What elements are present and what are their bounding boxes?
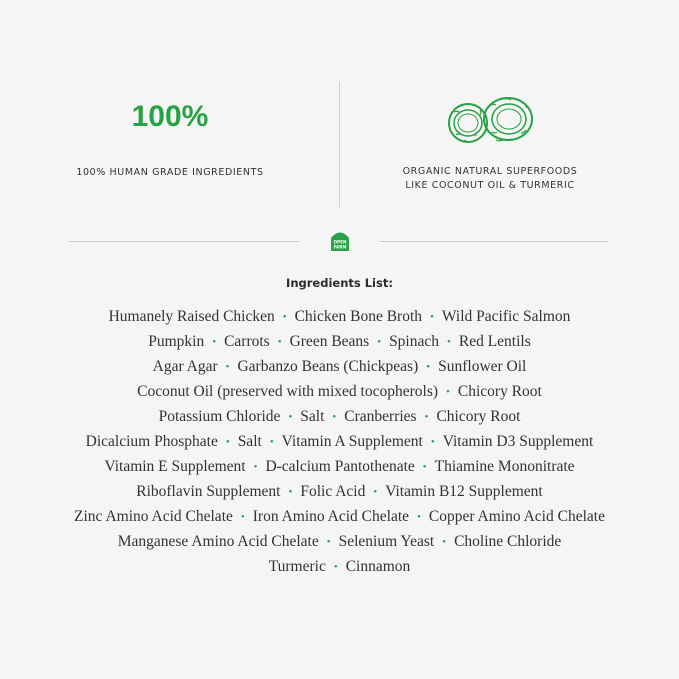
ingredients-list — [0, 304, 679, 579]
ingredient-item: Coconut Oil (preserved with mixed tocopherols) — [137, 383, 439, 400]
caption-line: ORGANIC NATURAL SUPERFOODS — [402, 166, 578, 177]
ingredient-row — [0, 329, 679, 354]
ingredient-item: Red Lentils — [458, 333, 531, 350]
bullet-separator: • — [269, 436, 274, 448]
ingredient-item: Riboflavin Supplement — [136, 483, 281, 500]
ingredient-item: Chicken Bone Broth — [294, 308, 423, 325]
ingredient-item: Spinach — [389, 333, 439, 350]
ingredient-item: Wild Pacific Salmon — [441, 308, 571, 325]
ingredient-item: Cranberries — [344, 408, 417, 425]
divider-left — [68, 241, 300, 242]
ingredient-item: Sunflower Oil — [438, 358, 527, 375]
ingredient-item: Chicory Root — [457, 383, 542, 400]
ingredient-item: Potassium Chloride — [158, 408, 281, 425]
ingredient-row — [0, 479, 679, 504]
bullet-separator: • — [446, 386, 450, 398]
divider-right — [379, 241, 608, 242]
bullet-separator: • — [424, 411, 429, 423]
ingredient-item: Salt — [237, 433, 262, 450]
bullet-separator: • — [253, 461, 258, 473]
ingredient-row — [0, 379, 679, 404]
svg-text:FARM: FARM — [333, 244, 347, 250]
stat-percent: 100% — [131, 100, 209, 133]
bullet-separator: • — [288, 411, 293, 423]
ingredients-title: Ingredients List: — [286, 276, 393, 290]
bullet-separator: • — [240, 511, 245, 523]
bullet-separator: • — [333, 561, 338, 573]
ingredient-item: Vitamin E Supplement — [104, 458, 246, 475]
ingredient-item: Folic Acid — [300, 483, 366, 500]
bullet-separator: • — [225, 361, 230, 373]
ingredient-row — [0, 554, 679, 579]
ingredient-item: Turmeric — [268, 558, 326, 575]
ingredient-item: Vitamin B12 Supplement — [385, 483, 543, 500]
bullet-separator: • — [377, 336, 382, 348]
bullet-separator: • — [430, 436, 435, 448]
ingredient-item: Garbanzo Beans (Chickpeas) — [237, 358, 419, 375]
ingredient-row — [0, 529, 679, 554]
bullet-separator: • — [417, 511, 421, 523]
ingredient-item: Agar Agar — [152, 358, 218, 375]
ingredient-item: Vitamin A Supplement — [281, 433, 423, 450]
bullet-separator: • — [288, 486, 293, 498]
ingredient-item: Choline Chloride — [454, 533, 562, 550]
feature-caption — [360, 165, 620, 193]
ingredient-item: Cinnamon — [345, 558, 411, 575]
ingredient-row — [0, 404, 679, 429]
coconut-icon — [446, 96, 536, 146]
ingredient-item: Selenium Yeast — [338, 533, 435, 550]
ingredient-item: Humanely Raised Chicken — [108, 308, 275, 325]
svg-text:OPEN: OPEN — [333, 239, 347, 245]
bullet-separator: • — [442, 536, 447, 548]
feature-caption: 100% HUMAN GRADE INGREDIENTS — [76, 167, 264, 178]
ingredient-item: Chicory Root — [436, 408, 521, 425]
ingredient-item: Dicalcium Phosphate — [85, 433, 218, 450]
bullet-separator: • — [430, 311, 434, 323]
ingredient-item: Vitamin D3 Supplement — [442, 433, 594, 450]
ingredient-row — [0, 354, 679, 379]
ingredient-item: Pumpkin — [148, 333, 205, 350]
ingredient-item: Salt — [300, 408, 325, 425]
ingredient-item: Manganese Amino Acid Chelate — [117, 533, 319, 550]
ingredient-item: Carrots — [224, 333, 270, 350]
open-farm-logo — [330, 230, 350, 252]
ingredient-item: Copper Amino Acid Chelate — [428, 508, 605, 525]
bullet-separator: • — [422, 461, 427, 473]
bullet-separator: • — [326, 536, 331, 548]
ingredient-item: D-calcium Pantothenate — [265, 458, 415, 475]
bullet-separator: • — [447, 336, 451, 348]
ingredient-row — [0, 304, 679, 329]
ingredient-item: Thiamine Mononitrate — [434, 458, 575, 475]
features-section — [0, 0, 679, 215]
ingredient-item: Zinc Amino Acid Chelate — [74, 508, 233, 525]
ingredient-item: Iron Amino Acid Chelate — [252, 508, 410, 525]
ingredient-row — [0, 429, 679, 454]
caption-line: LIKE COCONUT OIL & TURMERIC — [405, 180, 575, 191]
bullet-separator: • — [212, 336, 217, 348]
bullet-separator: • — [373, 486, 378, 498]
bullet-separator: • — [426, 361, 431, 373]
ingredient-row — [0, 454, 679, 479]
bullet-separator: • — [282, 311, 287, 323]
ingredient-item: Green Beans — [289, 333, 370, 350]
bullet-separator: • — [277, 336, 282, 348]
vertical-divider — [339, 82, 340, 207]
ingredient-row — [0, 504, 679, 529]
bullet-separator: • — [332, 411, 337, 423]
bullet-separator: • — [225, 436, 230, 448]
